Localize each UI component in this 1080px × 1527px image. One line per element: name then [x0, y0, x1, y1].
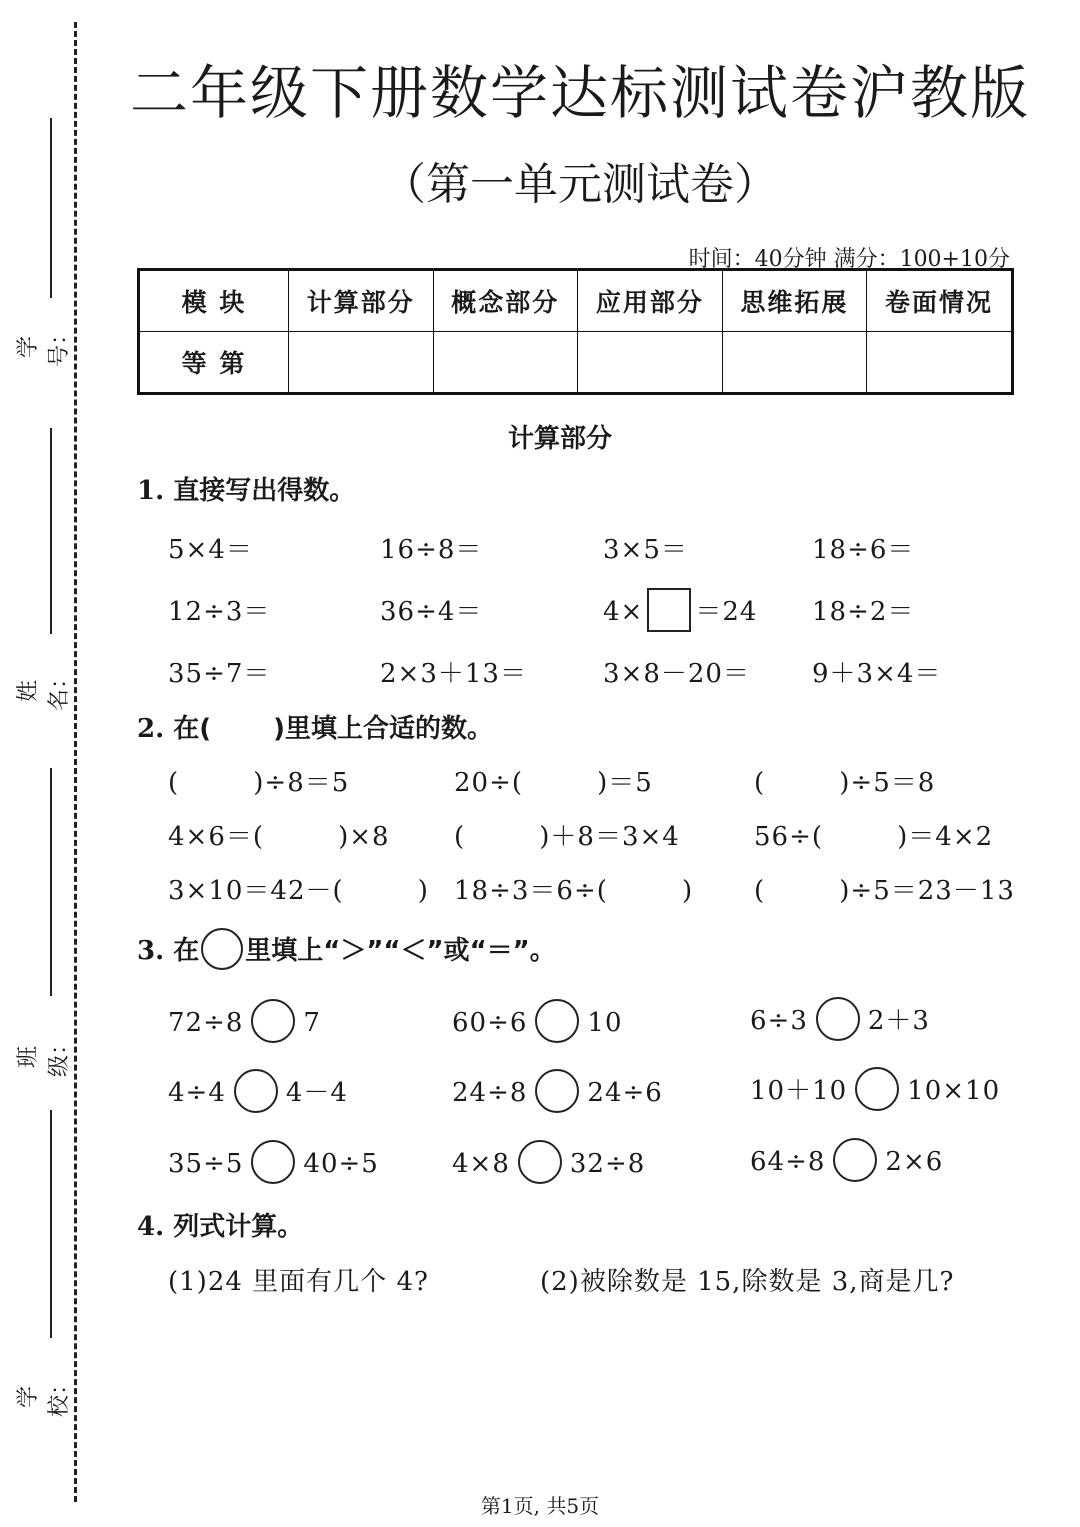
page-subtitle: （第一单元测试卷） — [382, 159, 778, 210]
score-table-row-label: 等 第 — [139, 332, 289, 394]
score-table-header-cell: 思维拓展 — [722, 270, 867, 332]
q2-item: 20÷( )＝5 — [454, 768, 653, 798]
q1-item: 3×5＝ — [603, 535, 688, 565]
score-table-header-row — [139, 270, 1013, 332]
score-table-header-cell: 卷面情况 — [867, 270, 1013, 332]
question-4-heading — [137, 1206, 303, 1243]
name-label: 姓名： — [16, 666, 72, 711]
binding-dashed-line — [74, 22, 77, 1502]
q3-item — [750, 1070, 1000, 1114]
q1-item: 35÷7＝ — [168, 659, 271, 689]
question-number: 3. — [137, 936, 165, 966]
q2-item: 18÷3＝6÷( ) — [454, 876, 694, 906]
question-number: 4. — [137, 1212, 165, 1242]
q1-item: 18÷2＝ — [812, 597, 915, 627]
q3-item — [452, 1002, 623, 1046]
q3-item — [168, 1143, 379, 1187]
q3-right: 7 — [303, 1008, 321, 1038]
q3-item — [750, 1000, 930, 1044]
q3-left: 4×8 — [452, 1149, 510, 1179]
school-blank[interactable] — [50, 1110, 52, 1338]
q2-item: ( )＋8＝3×4 — [454, 822, 680, 852]
q3-left: 24÷8 — [452, 1078, 528, 1108]
compare-circle[interactable] — [251, 1140, 295, 1184]
q2-item: ( )÷8＝5 — [168, 768, 350, 798]
q1-item: 36÷4＝ — [380, 597, 483, 627]
score-table-header-cell: 应用部分 — [578, 270, 723, 332]
score-table — [137, 268, 1014, 395]
question-text-after: 里填上“＞”“＜”或“＝”。 — [245, 936, 556, 966]
question-number: 2. — [137, 714, 165, 744]
compare-circle[interactable] — [833, 1138, 877, 1182]
q2-item: ( )÷5＝23－13 — [754, 876, 1015, 906]
q2-item: 4×6＝( )×8 — [168, 822, 390, 852]
q3-left: 60÷6 — [452, 1008, 528, 1038]
q1-item: 16÷8＝ — [380, 535, 483, 565]
q1-item: 9＋3×4＝ — [812, 659, 942, 689]
q3-left: 64÷8 — [750, 1147, 826, 1177]
q1-item: 5×4＝ — [168, 535, 253, 565]
q3-right: 2＋3 — [867, 1006, 930, 1036]
compare-circle[interactable] — [816, 997, 860, 1041]
q1-item-with-box — [603, 591, 757, 635]
question-2-heading — [137, 708, 493, 745]
page-title: 二年级下册数学达标测试卷沪教版 — [129, 59, 1030, 127]
score-cell[interactable] — [289, 332, 434, 394]
q3-left: 10＋10 — [750, 1076, 848, 1106]
class-label: 班级： — [16, 1032, 72, 1077]
q3-item — [168, 1002, 321, 1046]
q1-item: 18÷6＝ — [812, 535, 915, 565]
score-table-header-cell: 概念部分 — [433, 270, 578, 332]
compare-circle[interactable] — [855, 1067, 899, 1111]
question-3-heading — [137, 930, 556, 973]
q3-item — [452, 1143, 645, 1187]
q3-item — [168, 1072, 348, 1116]
compare-circle[interactable] — [234, 1069, 278, 1113]
q1-item: 3×8－20＝ — [603, 659, 750, 689]
q2-item: 56÷( )＝4×2 — [754, 822, 994, 852]
student-id-label: 学号： — [16, 322, 72, 367]
q3-left: 72÷8 — [168, 1008, 244, 1038]
q3-right: 2×6 — [885, 1147, 944, 1177]
time-info: 时间：40分钟 满分：100+10分 — [688, 247, 1010, 272]
name-blank[interactable] — [50, 428, 52, 634]
q3-right: 40÷5 — [303, 1149, 379, 1179]
q1-item: 12÷3＝ — [168, 597, 271, 627]
score-table-grade-row — [139, 332, 1013, 394]
score-cell[interactable] — [578, 332, 723, 394]
score-cell[interactable] — [433, 332, 578, 394]
q4-item: (2)被除数是 15,除数是 3,商是几? — [540, 1267, 955, 1297]
score-table-header-cell: 计算部分 — [289, 270, 434, 332]
q3-right: 24÷6 — [587, 1078, 663, 1108]
q3-left: 4÷4 — [168, 1078, 226, 1108]
q3-left: 35÷5 — [168, 1149, 244, 1179]
question-1-heading — [137, 470, 355, 507]
q3-right: 4－4 — [285, 1078, 348, 1108]
compare-circle[interactable] — [251, 999, 295, 1043]
page-footer: 第1页, 共5页 — [480, 1494, 600, 1518]
q3-item — [750, 1141, 943, 1185]
q1-item: 2×3＋13＝ — [380, 659, 527, 689]
compare-circle[interactable] — [535, 1069, 579, 1113]
class-blank[interactable] — [50, 768, 52, 996]
q3-right: 32÷8 — [569, 1149, 646, 1179]
q3-right: 10×10 — [907, 1076, 1001, 1106]
q3-right: 10 — [587, 1008, 623, 1038]
q3-left: 6÷3 — [750, 1006, 808, 1036]
compare-circle[interactable] — [535, 999, 579, 1043]
section-title: 计算部分 — [507, 424, 612, 454]
circle-symbol — [201, 928, 243, 970]
school-label: 学校： — [16, 1372, 72, 1417]
q2-item: ( )÷5＝8 — [754, 768, 936, 798]
score-table-header-cell: 模 块 — [139, 270, 289, 332]
q3-item — [452, 1072, 663, 1116]
q2-item: 3×10＝42－( ) — [168, 876, 429, 906]
question-text-after: )里填上合适的数。 — [273, 714, 493, 744]
score-cell[interactable] — [867, 332, 1013, 394]
question-text: 直接写出得数。 — [173, 476, 356, 506]
q4-item: (1)24 里面有几个 4? — [168, 1267, 429, 1297]
q1-item-right: ＝24 — [695, 597, 758, 627]
compare-circle[interactable] — [518, 1140, 562, 1184]
question-text-before: 在 — [173, 936, 200, 966]
q1-item-left: 4× — [603, 597, 644, 627]
question-text-before: 在( — [173, 714, 212, 744]
question-text: 列式计算。 — [173, 1212, 304, 1242]
question-number: 1. — [137, 476, 165, 506]
score-cell[interactable] — [722, 332, 867, 394]
answer-box[interactable] — [647, 588, 691, 632]
